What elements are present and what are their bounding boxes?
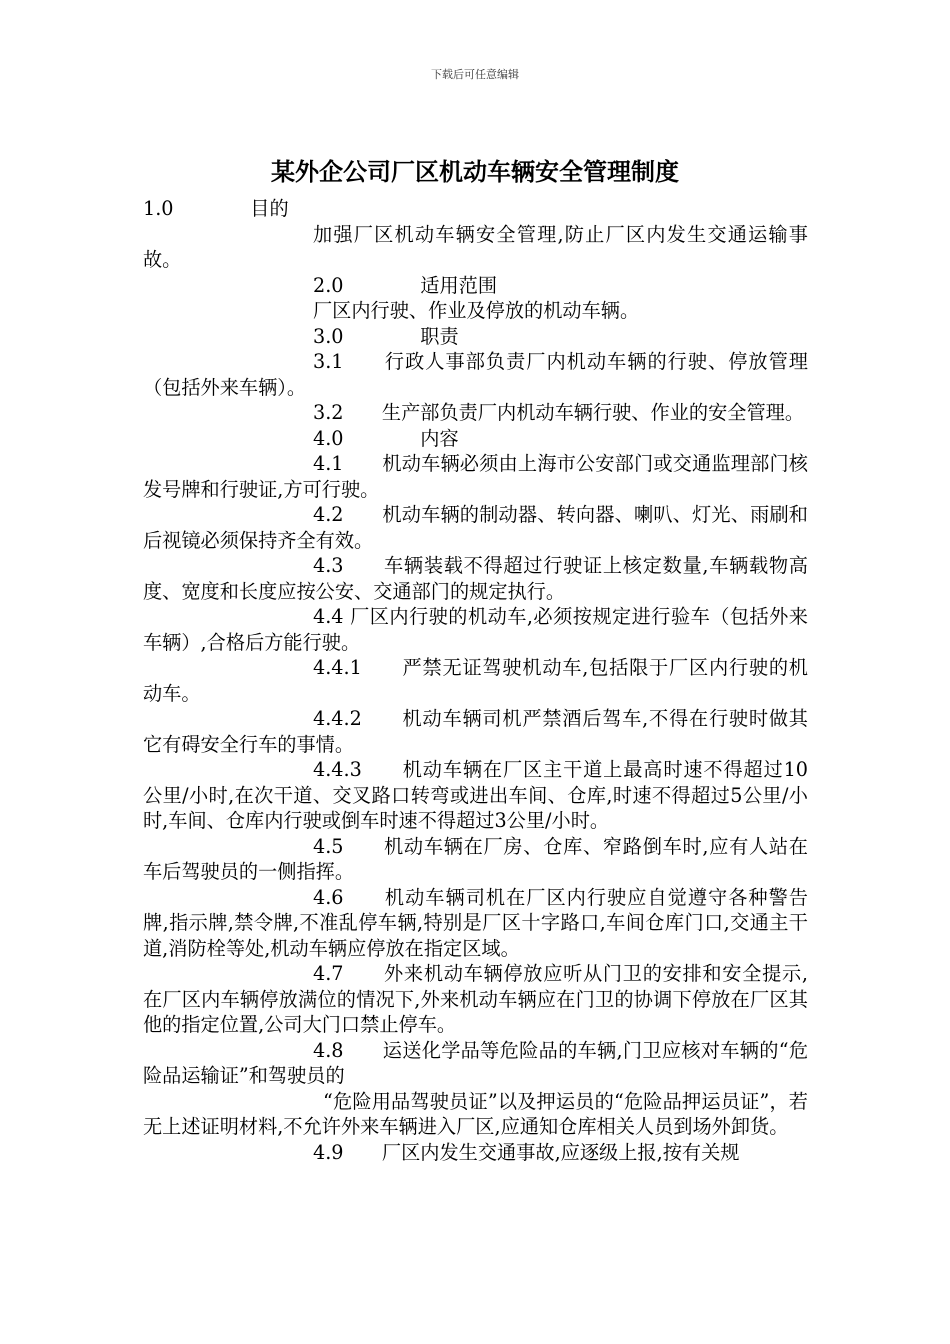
paragraph: 4.4.3 机动车辆在厂区主干道上最高时速不得超过10公里/小时,在次干道、交叉路口转弯或进出车间、仓库,时速不得超过5公里/小时,车间、仓库内行驶或倒车时速不得超过3公里/小时。 [143, 758, 808, 832]
paragraph: 厂区内行驶、作业及停放的机动车辆。 [313, 299, 640, 322]
document-title: 某外企公司厂区机动车辆安全管理制度 [271, 158, 679, 186]
paragraph: 3.2 生产部负责厂内机动车辆行驶、作业的安全管理。 [313, 401, 805, 424]
paragraph: 4.4 厂区内行驶的机动车,必须按规定进行验车（包括外来车辆）,合格后方能行驶。 [143, 605, 808, 654]
paragraph: 4.9 厂区内发生交通事故,应逐级上报,按有关规 [313, 1140, 740, 1164]
paragraph: 4.8 运送化学品等危险品的车辆,门卫应核对车辆的“危险品运输证”和驾驶员的 [143, 1038, 808, 1087]
page-header-note: 下载后可任意编辑 [431, 68, 519, 81]
paragraph: 4.7 外来机动车辆停放应听从门卫的安排和安全提示,在厂区内车辆停放满位的情况下,外来机动车辆应在门卫的协调下停放在厂区其他的指定位置,公司大门口禁止停车。 [143, 962, 808, 1036]
paragraph: 4.4.2 机动车辆司机严禁酒后驾车,不得在行驶时做其它有碍安全行车的事情。 [143, 707, 808, 756]
paragraph: 3.1 行政人事部负责厂内机动车辆的行驶、停放管理（包括外来车辆）。 [143, 350, 808, 399]
paragraph: 4.0 内容 [313, 426, 459, 450]
paragraph: 4.5 机动车辆在厂房、仓库、窄路倒车时,应有人站在车后驾驶员的一侧指挥。 [143, 834, 808, 883]
document-body [143, 196, 808, 1165]
paragraph: 4.2 机动车辆的制动器、转向器、喇叭、灯光、雨刷和后视镜必须保持齐全有效。 [143, 503, 808, 552]
paragraph: 4.1 机动车辆必须由上海市公安部门或交通监理部门核发号牌和行驶证,方可行驶。 [143, 452, 808, 501]
paragraph: 2.0 适用范围 [313, 273, 498, 297]
paragraph: 1.0 目的 [143, 197, 289, 220]
paragraph: 4.6 机动车辆司机在厂区内行驶应自觉遵守各种警告牌,指示牌,禁令牌,不准乱停车辆,特别是厂区十字路口,车间仓库门口,交通主干道,消防栓等处,机动车辆应停放在指定区域。 [143, 885, 808, 960]
paragraph: 4.4.1 严禁无证驾驶机动车,包括限于厂区内行驶的机动车。 [143, 656, 808, 705]
paragraph: 4.3 车辆装载不得超过行驶证上核定数量,车辆载物高度、宽度和长度应按公安、交通部门的规定执行。 [143, 554, 808, 603]
paragraph: 3.0 职责 [313, 324, 459, 348]
paragraph: “危险用品驾驶员证”以及押运员的“危险品押运员证”，若无上述证明材料,不允许外来车辆进入厂区,应通知仓库相关人员到场外卸货。 [143, 1089, 808, 1138]
paragraph: 加强厂区机动车辆安全管理,防止厂区内发生交通运输事故。 [143, 222, 808, 271]
